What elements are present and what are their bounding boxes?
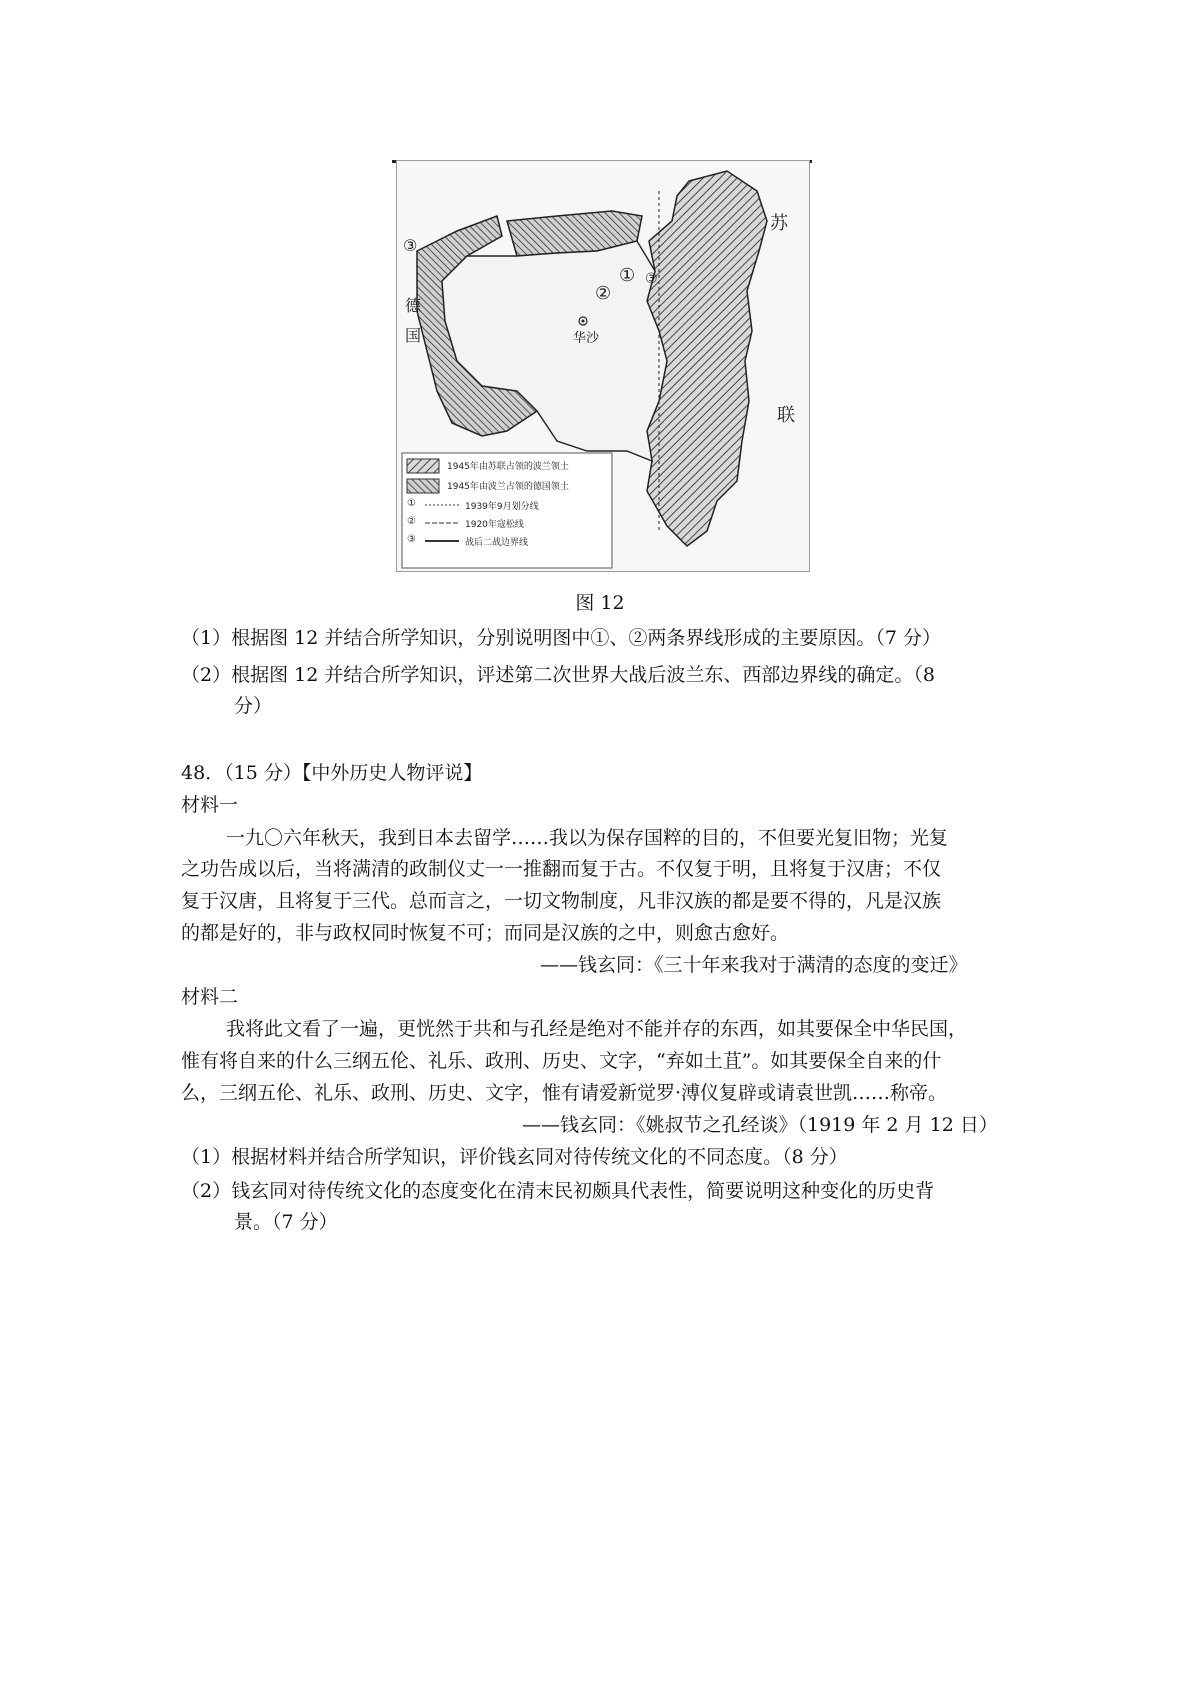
legend-row5: 战后二战边界线 — [465, 538, 529, 548]
q47-sub1: （1）根据图 12 并结合所学知识，分别说明图中①、②两条界线形成的主要原因。（7 分） — [181, 627, 941, 649]
q48-sub2-line2: 景。（7 分） — [234, 1211, 338, 1233]
map-label-guo: 国 — [405, 326, 422, 345]
q47-sub2-line2: 分） — [234, 695, 273, 717]
q48-material2-source: ——钱玄同：《姚叔节之孔经谈》（1919 年 2 月 12 日） — [522, 1114, 998, 1136]
legend-row5-num: ③ — [407, 534, 416, 545]
map-label-circle3-left: ③ — [403, 236, 418, 255]
map-label-circle3: ③ — [645, 271, 658, 287]
q48-material2-line3: 么，三纲五伦、礼乐、政刑、历史、文字，惟有请爱新觉罗·溥仪复辟或请袁世凯……称帝。 — [181, 1082, 948, 1104]
map-label-circle2: ② — [595, 283, 612, 304]
q47-sub2-line1: （2）根据图 12 并结合所学知识，评述第二次世界大战后波兰东、西部边界线的确定。（8 — [181, 664, 935, 686]
poland-border-map — [396, 160, 810, 572]
map-label-circle1: ① — [619, 265, 636, 286]
q48-material1-line3: 复于汉唐，且将复于三代。总而言之，一切文物制度，凡非汉族的都是要不得的，凡是汉族 — [181, 890, 942, 912]
q48-material1-title: 材料一 — [181, 794, 239, 816]
legend-row4: 1920年寇松线 — [465, 520, 524, 530]
q48-sub1: （1）根据材料并结合所学知识，评价钱玄同对待传统文化的不同态度。（8 分） — [181, 1146, 848, 1168]
map-label-lian: 联 — [777, 405, 795, 426]
q48-material2-line1: 我将此文看了一遍，更恍然于共和与孔经是绝对不能并存的东西，如其要保全中华民国， — [226, 1018, 968, 1040]
q48-sub2-line1: （2）钱玄同对待传统文化的态度变化在清末民初颇具代表性，简要说明这种变化的历史背 — [181, 1180, 935, 1202]
figure-caption: 图 12 — [575, 592, 625, 614]
map-label-su: 苏 — [770, 213, 788, 234]
q48-material1-source: ——钱玄同：《三十年来我对于满清的态度的变迁》 — [540, 954, 968, 976]
legend-row4-num: ② — [407, 516, 416, 527]
q48-material1-line4: 的都是好的，非与政权同时恢复不可；而同是汉族的之中，则愈古愈好。 — [181, 922, 790, 944]
map-label-de: 德 — [405, 296, 422, 315]
legend-row3: 1939年9月划分线 — [465, 502, 539, 512]
q48-material1-line2: 之功告成以后，当将满清的政制仪丈一一推翻而复于古。不仅复于明，且将复于汉唐；不仅 — [181, 858, 942, 880]
q48-header: 48．（15 分）【中外历史人物评说】 — [181, 762, 483, 784]
map-graphic — [397, 161, 811, 573]
legend-row2: 1945年由波兰占领的德国领土 — [447, 482, 569, 492]
q48-material2-line2: 惟有将自来的什么三纲五伦、礼乐、政刑、历史、文字，“弃如土苴”。如其要保全自来的什 — [181, 1050, 942, 1072]
q48-material1-line1: 一九〇六年秋天，我到日本去留学……我以为保存国粹的目的，不但要光复旧物；光复 — [226, 827, 949, 849]
map-label-warsaw: 华沙 — [573, 331, 600, 346]
q48-material2-title: 材料二 — [181, 986, 239, 1008]
legend-row1: 1945年由苏联占领的波兰领土 — [447, 462, 569, 472]
legend-row3-num: ① — [407, 498, 416, 509]
